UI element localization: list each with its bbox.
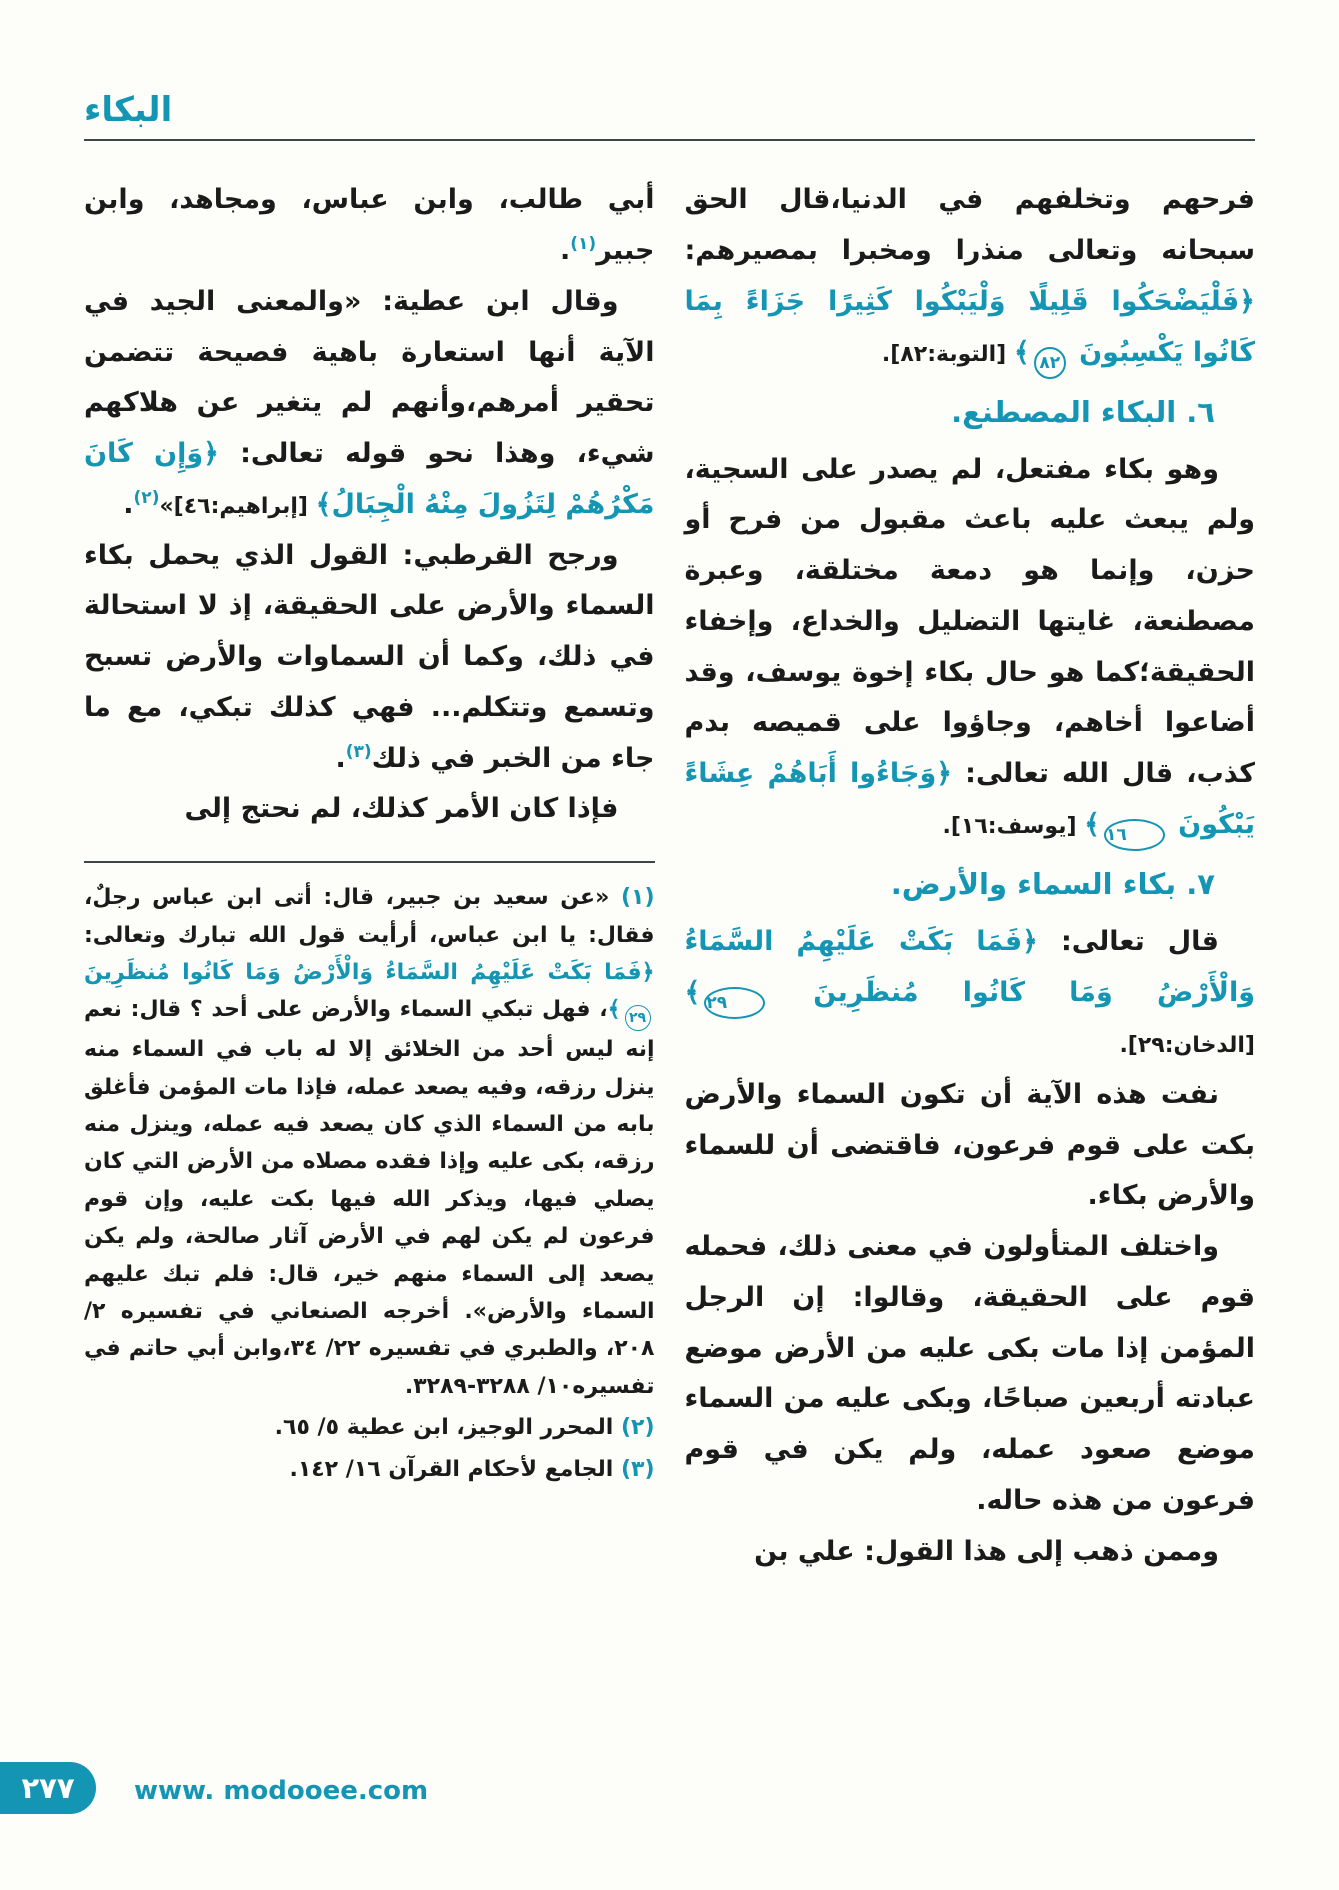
paragraph: فإذا كان الأمر كذلك، لم نحتج إلى	[184, 793, 619, 825]
column-left	[84, 175, 655, 1577]
paragraph	[84, 277, 655, 531]
column-right	[685, 175, 1256, 1577]
ayah-number: ٨٢	[1034, 347, 1066, 379]
body-text: قال تعالى:	[1038, 925, 1219, 957]
two-column-layout	[84, 175, 1255, 1577]
footnote-number: (٣)	[613, 1456, 655, 1482]
ayah-number: ٢٩	[625, 1005, 651, 1031]
body-text: .	[559, 235, 571, 267]
verse-text: ﴿وَجَاءُوا أَبَاهُمْ عِشَاءً يَبْكُونَ	[684, 758, 1255, 840]
body-text: ورجح القرطبي: القول الذي يحمل بكاء السماء والأرض على الحقيقة، إذ لا استحالة في ذلك، وكما أن السماوات والأرض تسبح وتسمع وتتكلم... فهي كذلك تبكي، مع ما جاء من الخبر في ذلك	[84, 539, 655, 774]
paragraph	[84, 175, 655, 277]
footnote-number: (١)	[609, 885, 655, 911]
website-url: www. modooee.com	[134, 1776, 429, 1806]
body-text: .	[123, 488, 134, 520]
footnote-1	[84, 879, 655, 1405]
verse-text: ﴿فَلْيَضْحَكُوا قَلِيلًا وَلْيَبْكُوا كَثِيرًا جَزَاءً بِمَا كَانُوا يَكْسِبُونَ	[684, 285, 1255, 368]
footnote-marker-1: (١)	[570, 234, 597, 255]
paragraph	[685, 175, 1256, 379]
body-text: وقال ابن عطية: «والمعنى الجيد في الآية أنها استعارة باهية فصيحة تتضمن تحقير أمرهم،وأنهم لم يتغير عن هلاكهم شيء، وهذا نحو قوله تعالى:	[84, 285, 655, 470]
paragraph: وممن ذهب إلى هذا القول: علي بن	[754, 1535, 1219, 1567]
footnote-marker-2: (٢)	[133, 487, 160, 508]
body-text: .	[335, 742, 346, 774]
verse-close-bracket: ﴾	[1013, 336, 1030, 368]
verse-close-bracket: ﴾	[684, 976, 701, 1008]
section-heading-6: ٦. البكاء المصطنع.	[951, 395, 1215, 430]
paragraph	[84, 531, 655, 785]
paragraph: نفت هذه الآية أن تكون السماء والأرض بكت على قوم فرعون، فاقتضى أن للسماء والأرض بكاء.	[684, 1078, 1255, 1212]
footnotes-block	[84, 879, 655, 1488]
verse-reference: [التوبة:٨٢].	[881, 341, 1014, 367]
verse-text: ﴿وَإِن كَانَ مَكْرُهُمْ لِتَزُولَ مِنْهُ الْجِبَالُ﴾	[84, 438, 655, 520]
verse-text: ﴿فَمَا بَكَتْ عَلَيْهِمُ السَّمَاءُ وَالْأَرْضُ وَمَا كَانُوا مُنظَرِينَ	[684, 925, 1255, 1008]
verse-reference: [يوسف:١٦].	[942, 813, 1085, 839]
verse-close-bracket: ﴾	[607, 997, 621, 1023]
paragraph: واختلف المتأولون في معنى ذلك، فحمله قوم على الحقيقة، وقالوا: إن الرجل المؤمن إذا مات بكى عليه من الأرض موضع عبادته أربعين صباحًا، وبكى عليه من السماء موضع صعود عمله، ولم يكن في قوم فرعون من هذه حاله.	[684, 1231, 1255, 1516]
footnote-text: ، فهل تبكي السماء والأرض على أحد ؟ قال: نعم إنه ليس أحد من الخلائق إلا له باب في السماء منه ينزل رزقه، وفيه يصعد عمله، فإذا مات المؤمن فأغلق بابه من السماء الذي كان يصعد فيه عمله، وينزل منه رزقه، بكى عليه وإذا فقده مصلاه من الأرض التي كان يصلي فيها، ويذكر الله فيها بكت عليه، وإن قوم فرعون لم يكن لهم في الأرض آثار صالحة، ولم يكن يصعد إلى السماء منهم خير، قال: فلم تبك عليهم السماء والأرض». أخرجه الصنعاني في تفسيره ٢/ ٢٠٨، والطبري في تفسيره ٢٢/ ٣٤،وابن أبي حاتم في تفسيره١٠/ ٣٢٨٨-٣٢٨٩.	[84, 997, 655, 1399]
verse-text: ﴿فَمَا بَكَتْ عَلَيْهِمُ السَّمَاءُ وَالْأَرْضُ وَمَا كَانُوا مُنظَرِينَ	[84, 959, 655, 985]
body-text: أبي طالب، وابن عباس، ومجاهد، وابن جبير	[84, 184, 655, 267]
footnote-text: الجامع لأحكام القرآن ١٦/ ١٤٢.	[289, 1456, 614, 1482]
ayah-number: ٢٩	[704, 987, 765, 1019]
footnote-marker-3: (٣)	[345, 741, 372, 762]
ayah-number: ١٦	[1104, 819, 1165, 851]
paragraph	[685, 445, 1256, 852]
paragraph	[685, 917, 1256, 1070]
verse-reference: [الدخان:٢٩].	[1119, 1033, 1255, 1059]
page-title: البكاء	[84, 90, 173, 130]
page-number-badge: ٢٧٧	[0, 1762, 96, 1814]
footnote-divider	[84, 861, 655, 863]
footnote-2	[84, 1409, 655, 1446]
body-text: وهو بكاء مفتعل، لم يصدر على السجية، ولم يبعث عليه باعث مقبول من فرح أو حزن، وإنما هو دمعة مختلقة، وعبرة مصطنعة، غايتها التضليل والخداع، وإخفاء الحقيقة؛كما هو حال بكاء إخوة يوسف، وقد أضاعوا أخاهم، وجاؤوا على قميصه بدم كذب، قال الله تعالى:	[684, 453, 1255, 790]
verse-reference: [إبراهيم:٤٦]»	[159, 493, 316, 519]
section-heading-7: ٧. بكاء السماء والأرض.	[890, 867, 1215, 902]
verse-close-bracket: ﴾	[1084, 808, 1100, 840]
page-header	[84, 92, 1255, 141]
body-text: فرحهم وتخلفهم في الدنيا،قال الحق سبحانه وتعالى منذرا ومخبرا بمصيرهم:	[684, 184, 1255, 267]
footnote-text: المحرر الوجيز، ابن عطية ٥/ ٦٥.	[274, 1415, 614, 1441]
header-rule	[84, 139, 1255, 141]
footnote-number: (٢)	[613, 1415, 655, 1441]
footnote-text: «عن سعيد بن جبير، قال: أتى ابن عباس رجلٌ، فقال: يا ابن عباس، أرأيت قول الله تبارك وتعالى:	[84, 885, 655, 948]
footnote-3	[84, 1451, 655, 1488]
